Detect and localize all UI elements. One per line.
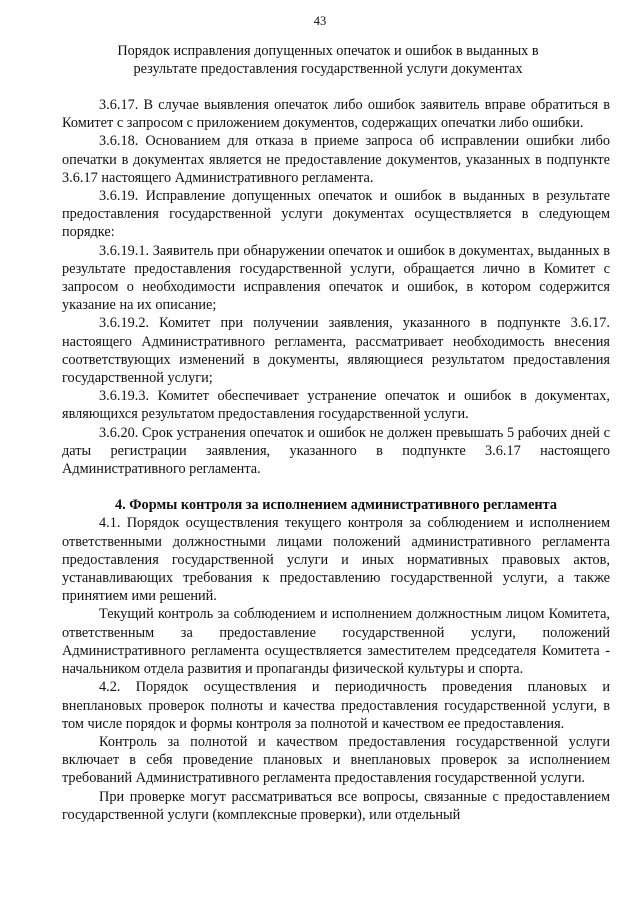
paragraph-3-6-20: 3.6.20. Срок устранения опечаток и ошибок не должен превышать 5 рабочих дней с даты регистрации заявления, указанного в подпункте 3.6.17 настоящего Административного регламента.	[62, 424, 610, 478]
paragraph-3-6-19-3: 3.6.19.3. Комитет обеспечивает устранение опечаток и ошибок в документах, являющихся результатом предоставления государственной услуги.	[62, 388, 610, 423]
paragraph-4-1: 4.1. Порядок осуществления текущего контроля за соблюдением и исполнением ответственными должностными лицами положений административного регламента предоставления государственной услуги и иных нормативных правовых актов, устанавливающих требования к предоставлению государственной услуги, а также принятием ими решений.	[62, 515, 610, 605]
paragraph-current-control: Текущий контроль за соблюдением и исполнением должностным лицом Комитета, ответственным за предоставление государственной услуги, положений Административного регламента осуществляется заместителем председателя Комитета - начальником отдела развития и пропаганды физической культуры и спорта.	[62, 606, 610, 678]
paragraph-3-6-17: 3.6.17. В случае выявления опечаток либо ошибок заявитель вправе обратиться в Комитет с запросом с приложением документов, содержащих опечатки либо ошибки.	[62, 97, 610, 132]
subsection-heading: Порядок исправления допущенных опечаток и ошибок в выданных в результате предоставления государственной услуги документах	[117, 43, 539, 78]
paragraph-quality-control: Контроль за полнотой и качеством предоставления государственной услуги включает в себя проведение плановых и внеплановых проверок за исполнением требований Административного регламента предоставления государственной услуги.	[62, 733, 610, 787]
paragraph-3-6-19: 3.6.19. Исправление допущенных опечаток и ошибок в выданных в результате предоставления государственной услуги документах осуществляется в следующем порядке:	[62, 188, 610, 241]
section-heading: 4. Формы контроля за исполнением административного регламента	[114, 497, 558, 514]
paragraph-4-2: 4.2. Порядок осуществления и периодичность проведения плановых и внеплановых проверок полноты и качества предоставления государственной услуги, в том числе порядок и формы контроля за полнотой и качеством ее предоставления.	[62, 679, 610, 732]
paragraph-3-6-19-2: 3.6.19.2. Комитет при получении заявления, указанного в подпункте 3.6.17. настоящего Административного регламента, рассматривает необходимость внесения соответствующих изменений в документы, являющиеся результатом предоставления государственной услуги;	[62, 315, 610, 387]
paragraph-inspection: При проверке могут рассматриваться все вопросы, связанные с предоставлением государственной услуги (комплексные проверки), или отдельный	[62, 788, 610, 823]
page-number: 43	[313, 14, 327, 28]
document-body	[62, 96, 610, 824]
paragraph-3-6-19-1: 3.6.19.1. Заявитель при обнаружении опечаток и ошибок в документах, выданных в результате предоставления государственной услуги, обращается лично в Комитет с запросом о необходимости исправления опечаток и ошибок, в котором содержится указание на их описание;	[62, 242, 610, 314]
paragraph-3-6-18: 3.6.18. Основанием для отказа в приеме запроса об исправлении ошибки либо опечатки в документах является не предоставление документов, указанных в подпункте 3.6.17 настоящего Административного регламента.	[62, 133, 610, 186]
